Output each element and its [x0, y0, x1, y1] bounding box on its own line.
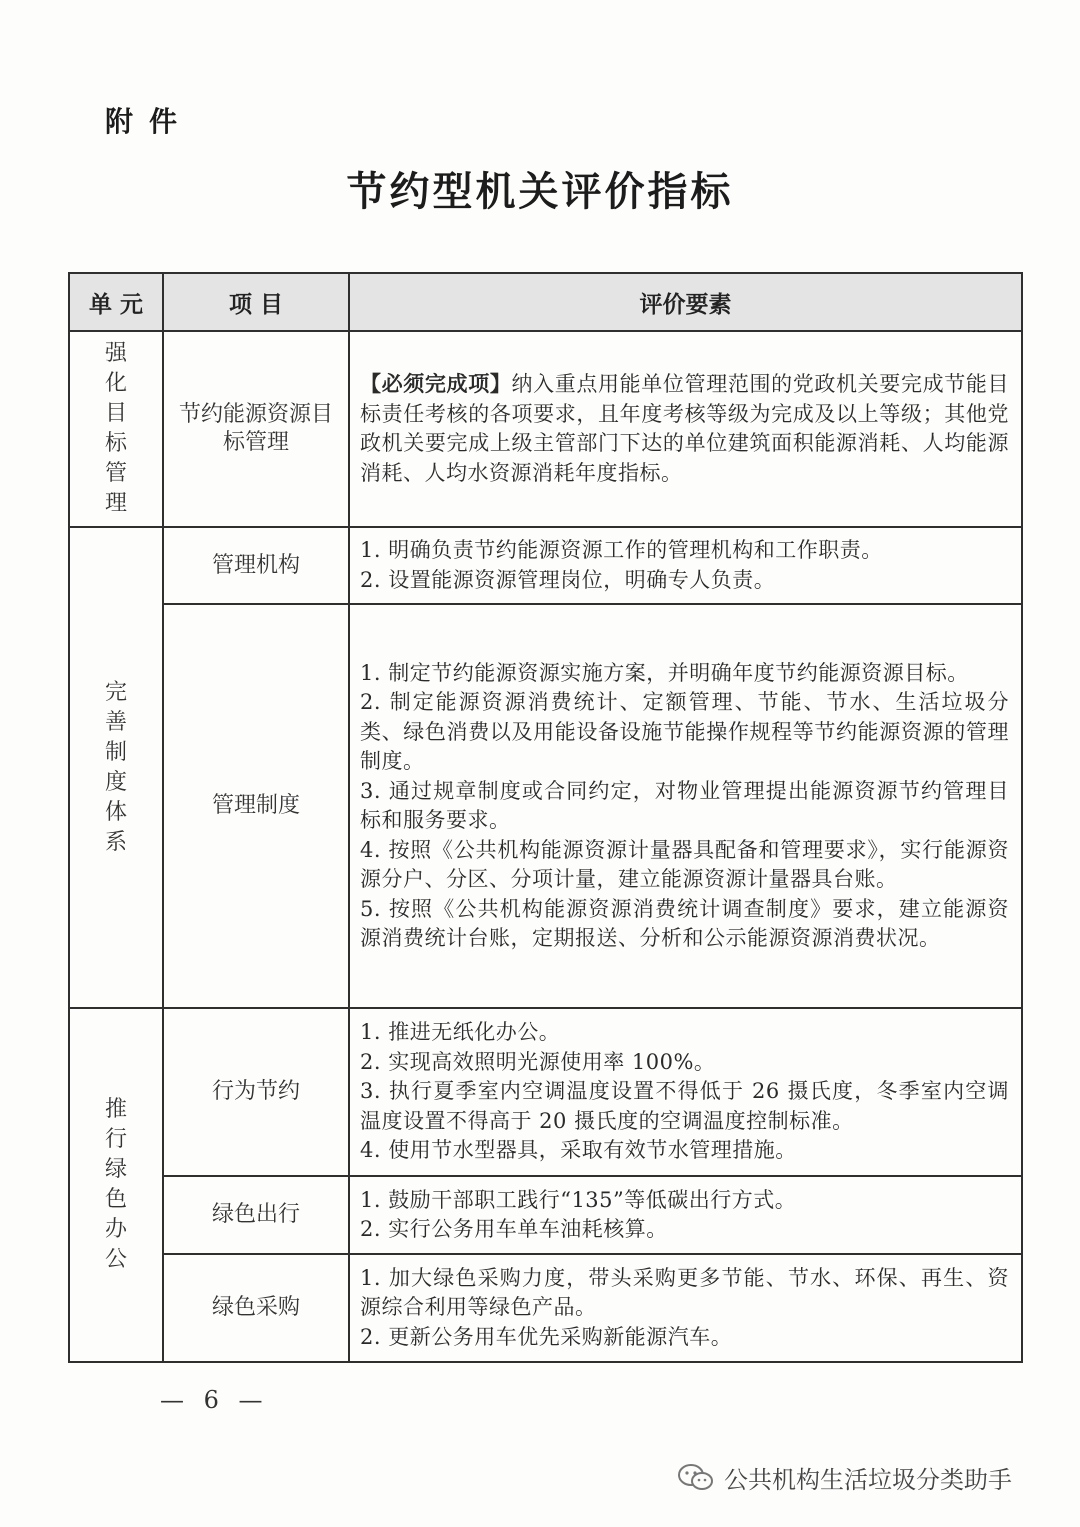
element-text: 2. 实现高效照明光源使用率 100%。: [360, 1049, 716, 1074]
page-title: 节约型机关评价指标: [346, 169, 734, 215]
table-row: [69, 1008, 1022, 1176]
element-text: 2. 实行公务用车单车油耗核算。: [360, 1217, 668, 1241]
watermark-text: 公共机构生活垃圾分类助手: [724, 1466, 1012, 1494]
element-text: 2. 设置能源资源管理岗位，明确专人负责。: [360, 567, 776, 592]
table-row: [69, 604, 1022, 1008]
element-text: 3. 执行夏季室内空调温度设置不得低于 26 摄氏度，冬季室内空调温度设置不得高于 20 摄氏度的空调温度控制标准。: [360, 1079, 1009, 1133]
table-row: [69, 331, 1022, 527]
unit-cell: [69, 1008, 163, 1362]
item-cell: 管理制度: [163, 604, 349, 1008]
page-number: — 6 —: [160, 1386, 269, 1414]
header-item: 项 目: [163, 273, 349, 331]
elements-cell: [349, 527, 1022, 604]
unit-label: 完善制度体系: [105, 679, 128, 855]
item-cell: 绿色采购: [163, 1254, 349, 1362]
element-text: 1. 推进无纸化办公。: [360, 1020, 561, 1045]
element-text: 4. 使用节水型器具，采取有效节水管理措施。: [360, 1138, 797, 1163]
watermark: [676, 1460, 1012, 1495]
item-cell: 绿色出行: [163, 1176, 349, 1254]
table-row: [69, 527, 1022, 604]
unit-cell: [69, 331, 163, 527]
elements-cell: [349, 1254, 1022, 1362]
unit-cell: [69, 527, 163, 1008]
element-text: 1. 制定节约能源资源实施方案，并明确年度节约能源资源目标。: [360, 660, 969, 685]
attachment-label: 附件: [105, 105, 194, 138]
element-text: 3. 通过规章制度或合同约定，对物业管理提出能源资源节约管理目标和服务要求。: [360, 778, 1009, 832]
element-text: 1. 明确负责节约能源资源工作的管理机构和工作职责。: [360, 538, 883, 562]
element-text: 2. 更新公务用车优先采购新能源汽车。: [360, 1324, 733, 1349]
elements-cell: [349, 331, 1022, 527]
evaluation-table: [68, 272, 1023, 1363]
elements-cell: [349, 1176, 1022, 1254]
table-row: [69, 1254, 1022, 1362]
element-text: 纳入重点用能单位管理范围的党政机关要完成节能目标责任考核的各项要求，且年度考核等级为完成及以上等级；其他党政机关要完成上级主管部门下达的单位建筑面积能源消耗、人均能源消耗、人均水资源消耗年度指标。: [360, 372, 1010, 485]
element-text: 1. 加大绿色采购力度，带头采购更多节能、节水、环保、再生、资源综合利用等绿色产品。: [360, 1265, 1009, 1320]
element-text: 2. 制定能源资源消费统计、定额管理、节能、节水、生活垃圾分类、绿色消费以及用能设备设施节能操作规程等节约能源资源的管理制度。: [360, 690, 1009, 773]
unit-label: 强化目标管理: [105, 341, 128, 516]
item-cell: 管理机构: [163, 527, 349, 604]
item-cell: 节约能源资源目标管理: [163, 331, 349, 527]
must-complete-tag: 【必须完成项】: [360, 372, 512, 396]
elements-cell: [349, 1008, 1022, 1176]
table-row: [69, 1176, 1022, 1254]
wechat-icon: [676, 1462, 716, 1494]
element-text: 1. 鼓励干部职工践行“135”等低碳出行方式。: [360, 1187, 797, 1212]
elements-cell: [349, 604, 1022, 1008]
unit-label: 推行绿色办公: [105, 1097, 128, 1272]
header-elements: 评价要素: [349, 273, 1022, 331]
table-header-row: [69, 273, 1022, 331]
item-cell: 行为节约: [163, 1008, 349, 1176]
element-text: 4. 按照《公共机构能源资源计量器具配备和管理要求》，实行能源资源分户、分区、分项计量，建立能源资源计量器具台账。: [360, 837, 1009, 891]
element-text: 5. 按照《公共机构能源资源消费统计调查制度》要求，建立能源资源消费统计台账，定期报送、分析和公示能源资源消费状况。: [360, 896, 1009, 950]
header-unit: 单 元: [69, 273, 163, 331]
